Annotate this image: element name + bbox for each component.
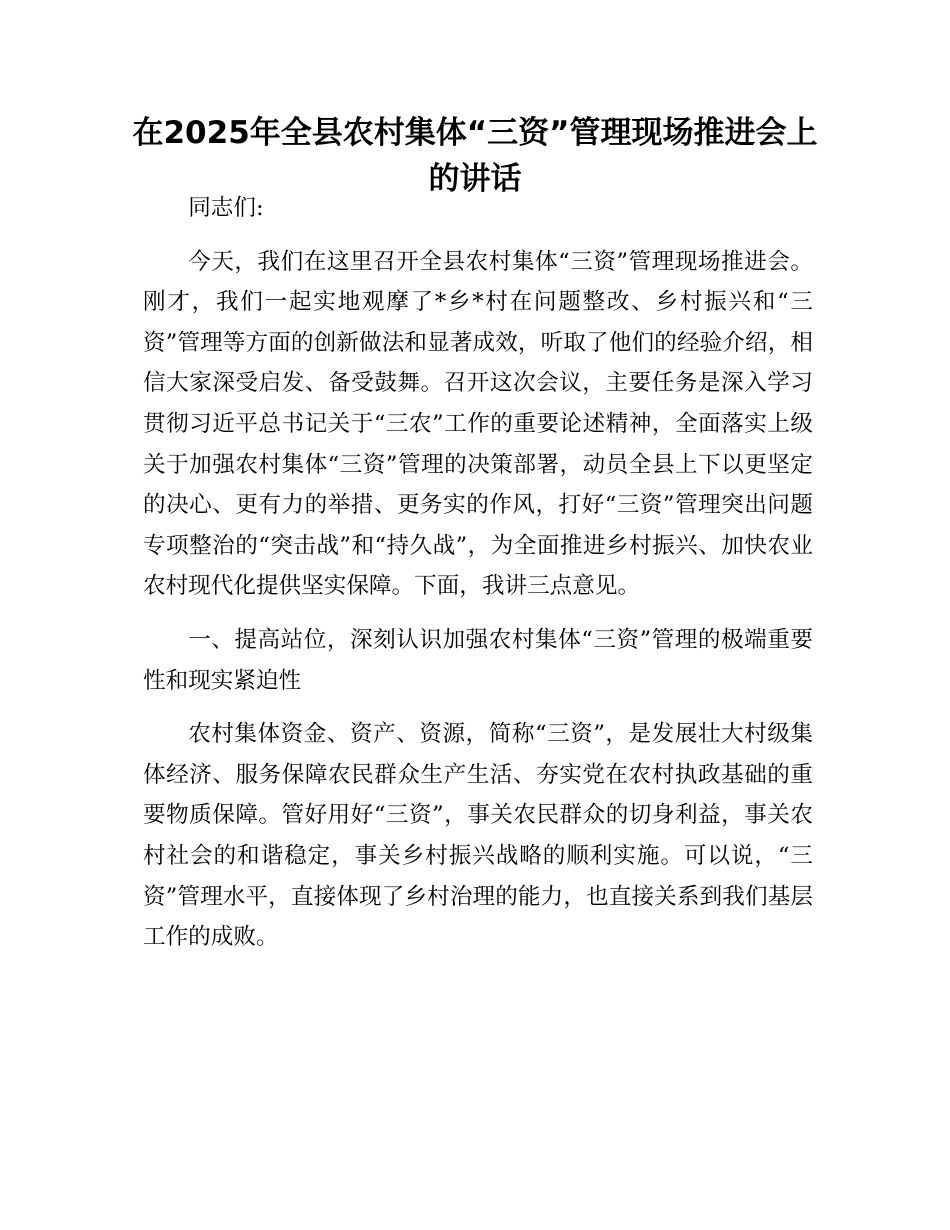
paragraph-section-1: 农村集体资金、资产、资源，简称“三资”，是发展壮大村级集体经济、服务保障农民群众生产生活、夯实党在农村执政基础的重要物质保障。管好用好“三资”，事关农民群众的切身利益，事关农村社会的和谐稳定，事关乡村振兴战略的顺利实施。可以说，“三资”管理水平，直接体现了乡村治理的能力，也直接关系到我们基层工作的成败。 (143, 721, 813, 951)
paragraph-intro: 今天，我们在这里召开全县农村集体“三资”管理现场推进会。刚才，我们一起实地观摩了*乡*村在问题整改、乡村振兴和“三资”管理等方面的创新做法和显著成效，听取了他们的经验介绍，相信大家深受启发、备受鼓舞。召开这次会议，主要任务是深入学习贯彻习近平总书记关于“三农”工作的重要论述精神，全面落实上级关于加强农村集体“三资”管理的决策部署，动员全县上下以更坚定的决心、更有力的举措、更务实的作风，打好“三资”管理突出问题专项整治的“突击战”和“持久战”，为全面推进乡村振兴、加快农业农村现代化提供坚实保障。下面，我讲三点意见。 (143, 248, 813, 600)
greeting: 同志们: (188, 195, 264, 221)
section-heading-1: 一、提高站位，深刻认识加强农村集体“三资”管理的极端重要性和现实紧迫性 (143, 626, 813, 694)
document-body (143, 188, 813, 971)
document-title: 在2025年全县农村集体“三资”管理现场推进会上的讲话 (132, 115, 818, 197)
